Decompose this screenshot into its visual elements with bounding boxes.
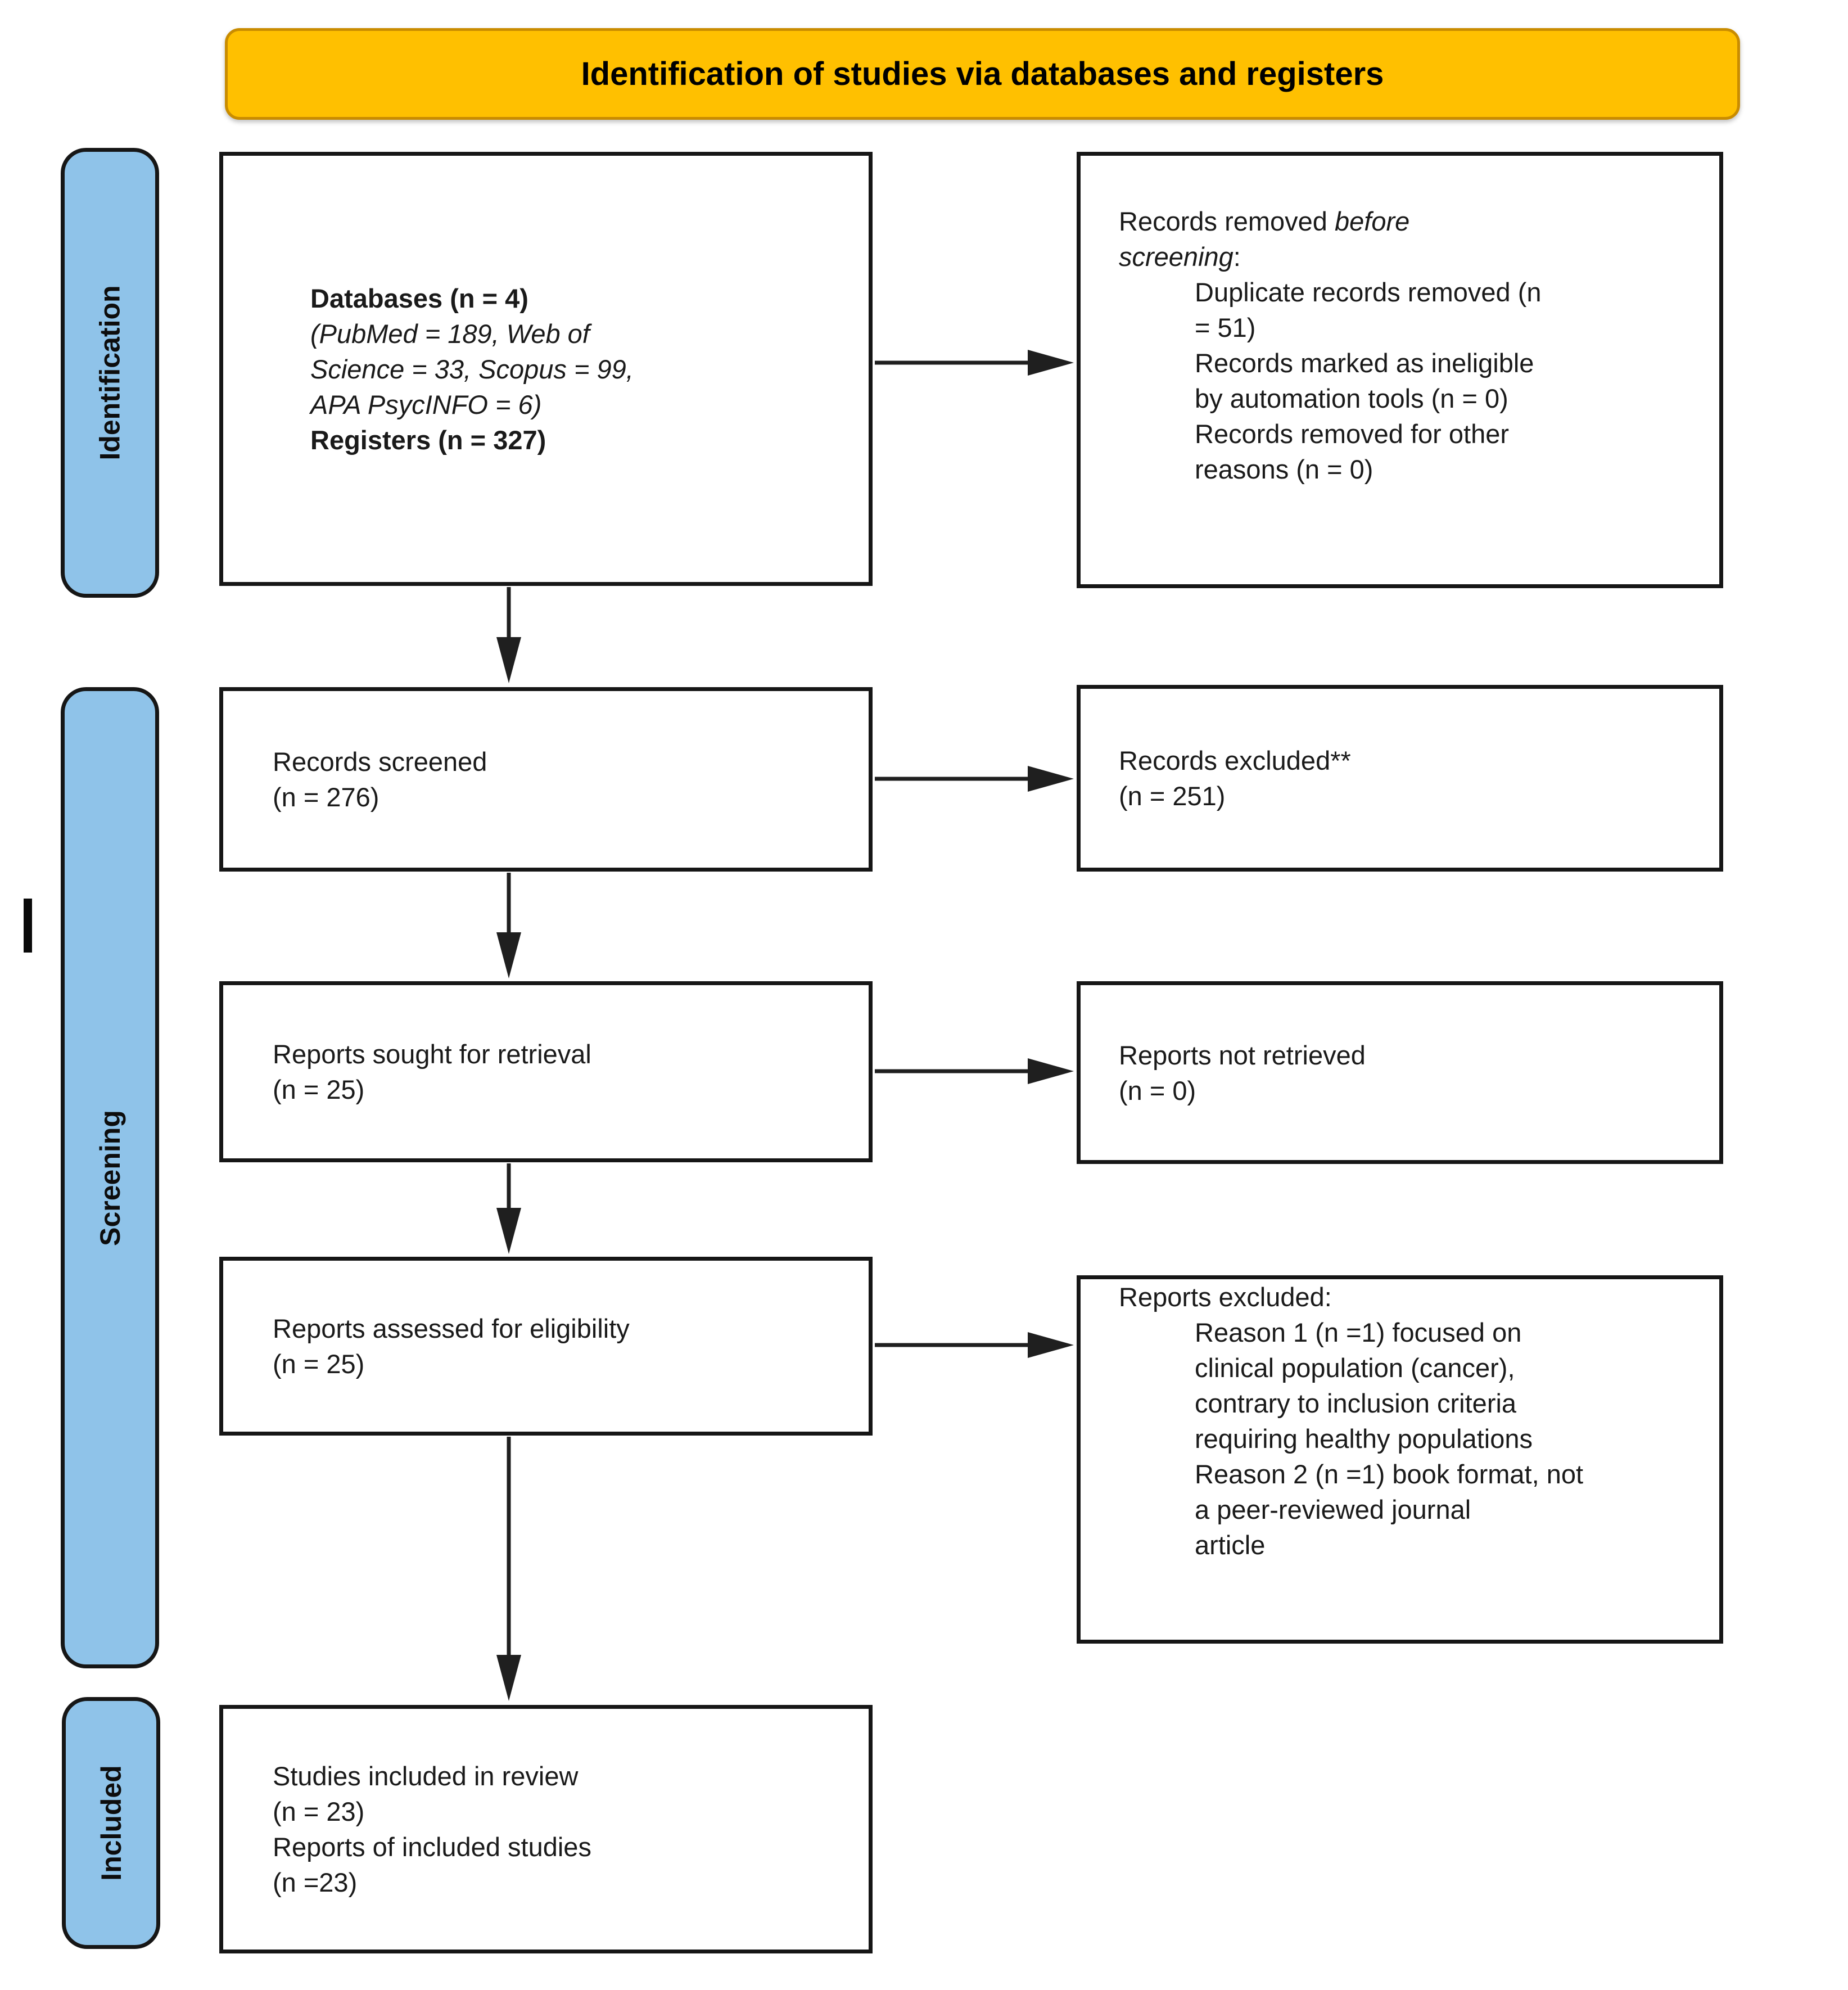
sidebar-stage-identification-label: Identification xyxy=(94,285,126,461)
text-line: clinical population (cancer), xyxy=(1195,1353,1515,1383)
box-identification-sources xyxy=(219,152,873,586)
text-line: by automation tools (n = 0) xyxy=(1195,383,1508,413)
arrow-screened-to-excluded xyxy=(875,766,1074,792)
text-line: Duplicate records removed (n xyxy=(1195,277,1542,307)
box-reports-sought xyxy=(219,981,873,1162)
box-reports-sought-text xyxy=(223,985,869,1158)
arrow-assessed-to-reasons xyxy=(875,1332,1074,1358)
box-records-removed-before-screening xyxy=(1077,152,1723,588)
text-line: Studies included in review xyxy=(273,1761,579,1791)
arrow-sources-to-screened xyxy=(496,587,521,683)
box-reports-excluded-reasons-text xyxy=(1081,1279,1719,1640)
text-line: Reports of included studies xyxy=(273,1832,591,1862)
text-line: Reason 2 (n =1) book format, not xyxy=(1195,1459,1584,1489)
text-line: (n = 25) xyxy=(273,1349,365,1379)
box-records-screened xyxy=(219,687,873,872)
arrow-sought-to-not-retrieved xyxy=(875,1058,1074,1084)
title-banner-label: Identification of studies via databases and registers xyxy=(581,56,1384,92)
text-line: Databases (n = 4) xyxy=(310,283,528,313)
text-line: contrary to inclusion criteria xyxy=(1195,1388,1517,1418)
text-line: = 51) xyxy=(1195,313,1256,342)
box-studies-included xyxy=(219,1705,873,1953)
box-reports-not-retrieved-text xyxy=(1081,985,1719,1160)
box-identification-sources-text xyxy=(223,156,869,582)
text-line: (n = 276) xyxy=(273,782,379,812)
box-studies-included-text xyxy=(223,1709,869,1950)
text-line: Reports sought for retrieval xyxy=(273,1039,591,1069)
text-line: Records marked as ineligible xyxy=(1195,348,1534,378)
sidebar-stage-identification xyxy=(61,148,159,598)
text-line: Records screened xyxy=(273,747,487,777)
text-line: a peer-reviewed journal xyxy=(1195,1495,1471,1524)
text-line: Records excluded** xyxy=(1119,746,1351,775)
arrow-sought-to-assessed xyxy=(496,1163,521,1254)
box-reports-assessed-text xyxy=(223,1261,869,1432)
text-line: (n = 23) xyxy=(273,1797,365,1826)
text-line: APA PsycINFO = 6) xyxy=(310,389,542,419)
text-line: Science = 33, Scopus = 99, xyxy=(310,354,634,384)
text-line: (n = 0) xyxy=(1119,1075,1196,1105)
text-line: Records removed before xyxy=(1119,206,1410,236)
text-line: (PubMed = 189, Web of xyxy=(310,318,590,349)
sidebar-stage-included xyxy=(62,1697,160,1949)
text-line: (n =23) xyxy=(273,1867,358,1897)
text-line: Registers (n = 327) xyxy=(310,425,546,455)
box-reports-assessed xyxy=(219,1257,873,1436)
text-line: reasons (n = 0) xyxy=(1195,454,1373,484)
arrow-screened-to-sought xyxy=(496,873,521,978)
text-line: (n = 25) xyxy=(273,1075,365,1104)
box-records-screened-text xyxy=(223,691,869,868)
title-banner xyxy=(225,28,1740,120)
text-line: Reports excluded: xyxy=(1119,1282,1332,1312)
text-line: Reports assessed for eligibility xyxy=(273,1314,630,1343)
text-line: Reports not retrieved xyxy=(1119,1040,1366,1070)
box-records-removed-text xyxy=(1081,156,1719,584)
box-reports-excluded-reasons xyxy=(1077,1275,1723,1644)
arrow-sources-to-removed xyxy=(875,350,1074,376)
arrow-assessed-to-included xyxy=(496,1437,521,1701)
box-records-excluded xyxy=(1077,685,1723,872)
text-line: (n = 251) xyxy=(1119,781,1226,811)
text-line: screening: xyxy=(1119,242,1241,272)
sidebar-stage-included-label: Included xyxy=(95,1765,127,1881)
text-line: Records removed for other xyxy=(1195,419,1510,449)
text-line: requiring healthy populations xyxy=(1195,1424,1533,1454)
text-line: article xyxy=(1195,1530,1266,1560)
box-reports-not-retrieved xyxy=(1077,981,1723,1164)
text-line: Reason 1 (n =1) focused on xyxy=(1195,1317,1522,1347)
sidebar-stage-screening-label: Screening xyxy=(94,1109,126,1246)
sidebar-stage-screening xyxy=(61,687,159,1668)
box-records-excluded-text xyxy=(1081,689,1719,868)
stray-mark xyxy=(24,899,32,953)
